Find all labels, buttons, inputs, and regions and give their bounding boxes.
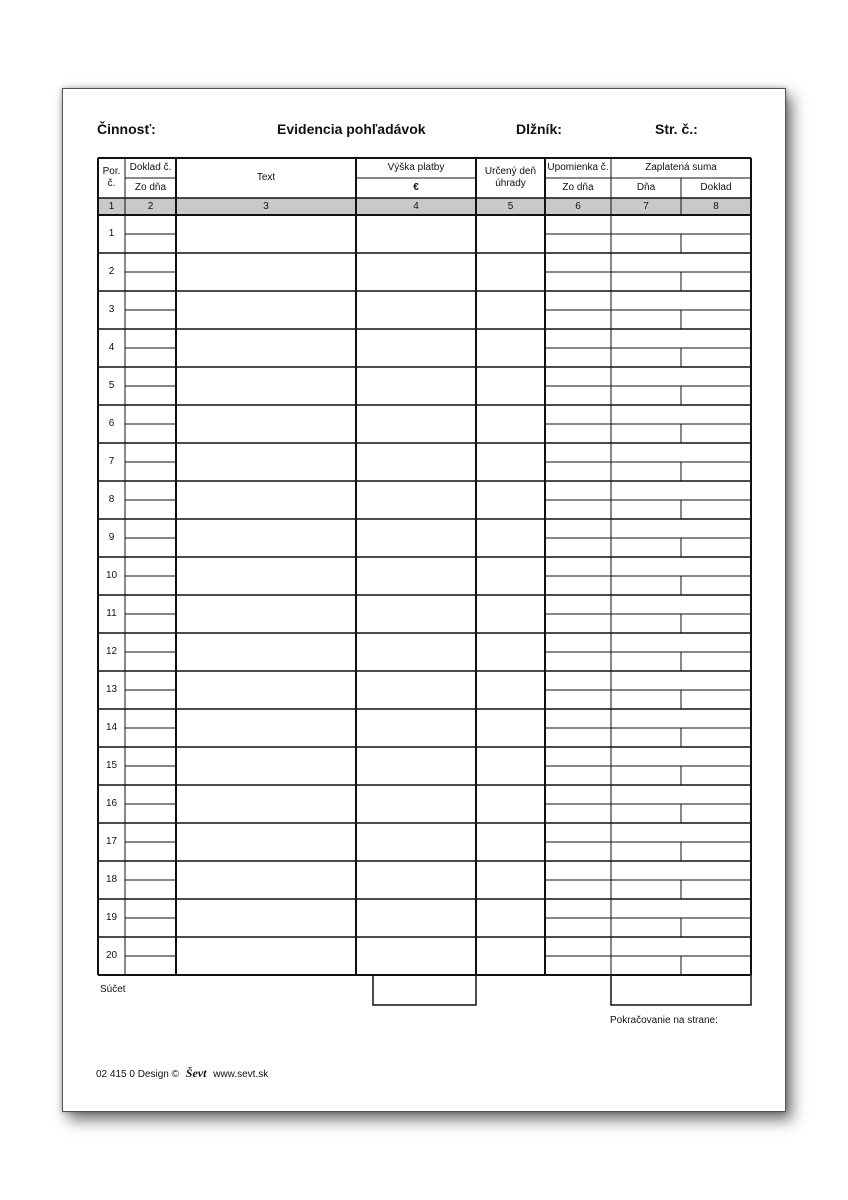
- sevt-logo: Ševt: [185, 1066, 207, 1080]
- dlznik-label: Dlžník:: [516, 121, 562, 137]
- column-number: 1: [108, 201, 115, 212]
- col-urceny-header-sub: úhrady: [495, 178, 526, 189]
- col-vyska-header: Výška platby: [387, 162, 445, 173]
- row-number: 12: [105, 646, 118, 657]
- col-vyska-currency: €: [413, 182, 419, 193]
- col-zaplatena-doklad-header: Doklad: [700, 182, 732, 193]
- row-number: 4: [108, 342, 115, 353]
- row-number: 17: [105, 836, 118, 847]
- column-number: 4: [413, 201, 419, 212]
- column-number: 5: [507, 201, 514, 212]
- row-number: 6: [108, 418, 115, 429]
- row-number: 14: [105, 722, 118, 733]
- cinnost-label: Činnosť:: [97, 121, 156, 137]
- row-number: 8: [108, 494, 115, 505]
- row-number: 16: [105, 798, 118, 809]
- row-number: 5: [108, 380, 115, 391]
- row-number: 13: [105, 684, 118, 695]
- row-number: 19: [105, 912, 118, 923]
- column-number: 3: [263, 201, 269, 212]
- sucet-label: Súčet: [100, 984, 126, 995]
- row-number: 3: [108, 304, 115, 315]
- column-number: 7: [643, 201, 649, 212]
- col-text-header: Text: [256, 172, 276, 183]
- row-number: 11: [106, 608, 117, 619]
- col-urceny-header: Určený deň: [484, 166, 537, 177]
- col-zaplatena-header: Zaplatená suma: [645, 162, 717, 173]
- footer-url: www.sevt.sk: [213, 1069, 269, 1080]
- row-number: 15: [105, 760, 118, 771]
- grid-box: [611, 975, 751, 1005]
- footer: [96, 1066, 268, 1081]
- row-number: 9: [108, 532, 115, 543]
- row-number: 10: [105, 570, 118, 581]
- strana-label: Str. č.:: [655, 121, 698, 137]
- form-title: Evidencia pohľadávok: [277, 121, 426, 137]
- col-upomienka-header: Upomienka č.: [547, 162, 609, 173]
- row-number: 7: [108, 456, 115, 467]
- column-number: 6: [575, 201, 581, 212]
- footer-code: 02 415 0 Design ©: [96, 1069, 179, 1080]
- col-doklad-date-header: Zo dňa: [134, 182, 167, 193]
- col-zaplatena-dna-header: Dňa: [636, 182, 656, 193]
- pokracovanie-label: Pokračovanie na strane:: [610, 1015, 718, 1026]
- row-number: 2: [108, 266, 115, 277]
- row-number: 20: [105, 950, 118, 961]
- col-doklad-header: Doklad č.: [129, 162, 172, 173]
- column-number: 8: [713, 201, 719, 212]
- row-number: 18: [105, 874, 118, 885]
- row-number: 1: [108, 228, 115, 239]
- col-upomienka-date-header: Zo dňa: [562, 182, 594, 193]
- col-por-header-sub: č.: [107, 178, 116, 189]
- col-por-header: Por.: [102, 166, 121, 177]
- column-number: 2: [147, 201, 154, 212]
- grid-box: [373, 975, 476, 1005]
